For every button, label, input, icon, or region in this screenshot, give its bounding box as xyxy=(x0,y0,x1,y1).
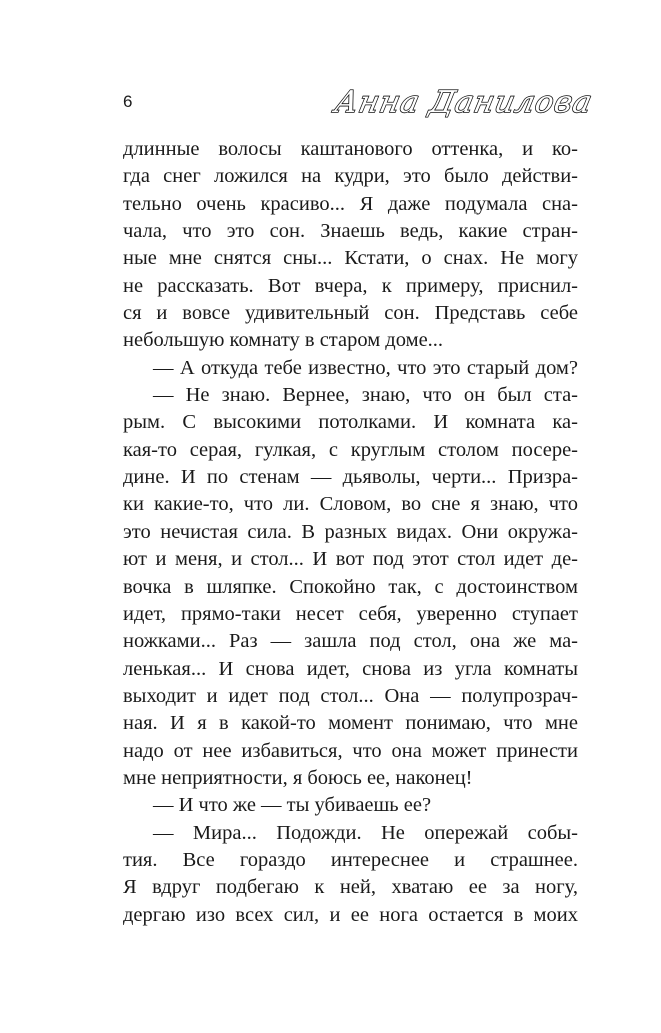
author-name-logo: Анна Данилова xyxy=(331,85,596,120)
text-line: тельно очень красиво... Я даже подумала сна- xyxy=(123,192,578,215)
text-line: ся и вовсе удивительный сон. Представь себе xyxy=(123,302,578,325)
text-line: надо от нее избавиться, что она может принести xyxy=(123,739,578,762)
text-line: дергаю изо всех сил, и ее нога остается в моих xyxy=(123,903,578,926)
text-line: мне неприятности, я боюсь ее, наконец! xyxy=(123,766,473,789)
text-line: — Не знаю. Вернее, знаю, что он был ста- xyxy=(153,384,578,407)
text-line: — А откуда тебе известно, что это старый дом? xyxy=(153,356,578,379)
text-line: ки какие-то, что ли. Словом, во сне я знаю, что xyxy=(123,493,578,516)
text-line: вочка в шляпке. Спокойно так, с достоинством xyxy=(123,575,578,598)
page-number: 6 xyxy=(123,92,133,111)
text-line: — Мира... Подожди. Не опережай собы- xyxy=(153,821,578,844)
text-line: ножками... Раз — зашла под стол, она же ма- xyxy=(123,630,578,653)
text-line: ные мне снятся сны... Кстати, о снах. Не могу xyxy=(123,247,578,270)
text-line: ная. И я в какой-то момент понимаю, что мне xyxy=(123,712,578,735)
text-line: не рассказать. Вот вчера, к примеру, приснил- xyxy=(123,274,578,297)
text-line: выходит и идет под стол... Она — полупрозрач- xyxy=(123,684,578,707)
text-line: чала, что это сон. Знаешь ведь, какие стран- xyxy=(123,220,578,243)
text-line: идет, прямо-таки несет себя, уверенно ступает xyxy=(123,602,578,625)
text-line: это нечистая сила. В разных видах. Они окружа- xyxy=(123,520,578,543)
text-line: небольшую комнату в старом доме... xyxy=(123,329,444,352)
running-head-author-logo xyxy=(330,72,600,128)
text-line: — И что же — ты убиваешь ее? xyxy=(153,794,432,817)
text-line: Я вдруг подбегаю к ней, хватаю ее за ногу, xyxy=(123,876,578,899)
body-text xyxy=(123,136,578,929)
text-line: кая-то серая, гулкая, с круглым столом посере- xyxy=(123,438,578,461)
text-line: дине. И по стенам — дьяволы, черти... Призра- xyxy=(123,466,578,489)
text-line: ленькая... И снова идет, снова из угла комнаты xyxy=(123,657,578,680)
text-line: гда снег ложился на кудри, это было действи- xyxy=(123,165,578,188)
text-line: рым. С высокими потолками. И комната ка- xyxy=(123,411,578,434)
text-line: длинные волосы каштанового оттенка, и ко- xyxy=(123,138,578,160)
text-line: ют и меня, и стол... И вот под этот стол идет де- xyxy=(123,548,578,571)
text-line: тия. Все гораздо интереснее и страшнее. xyxy=(123,848,578,871)
